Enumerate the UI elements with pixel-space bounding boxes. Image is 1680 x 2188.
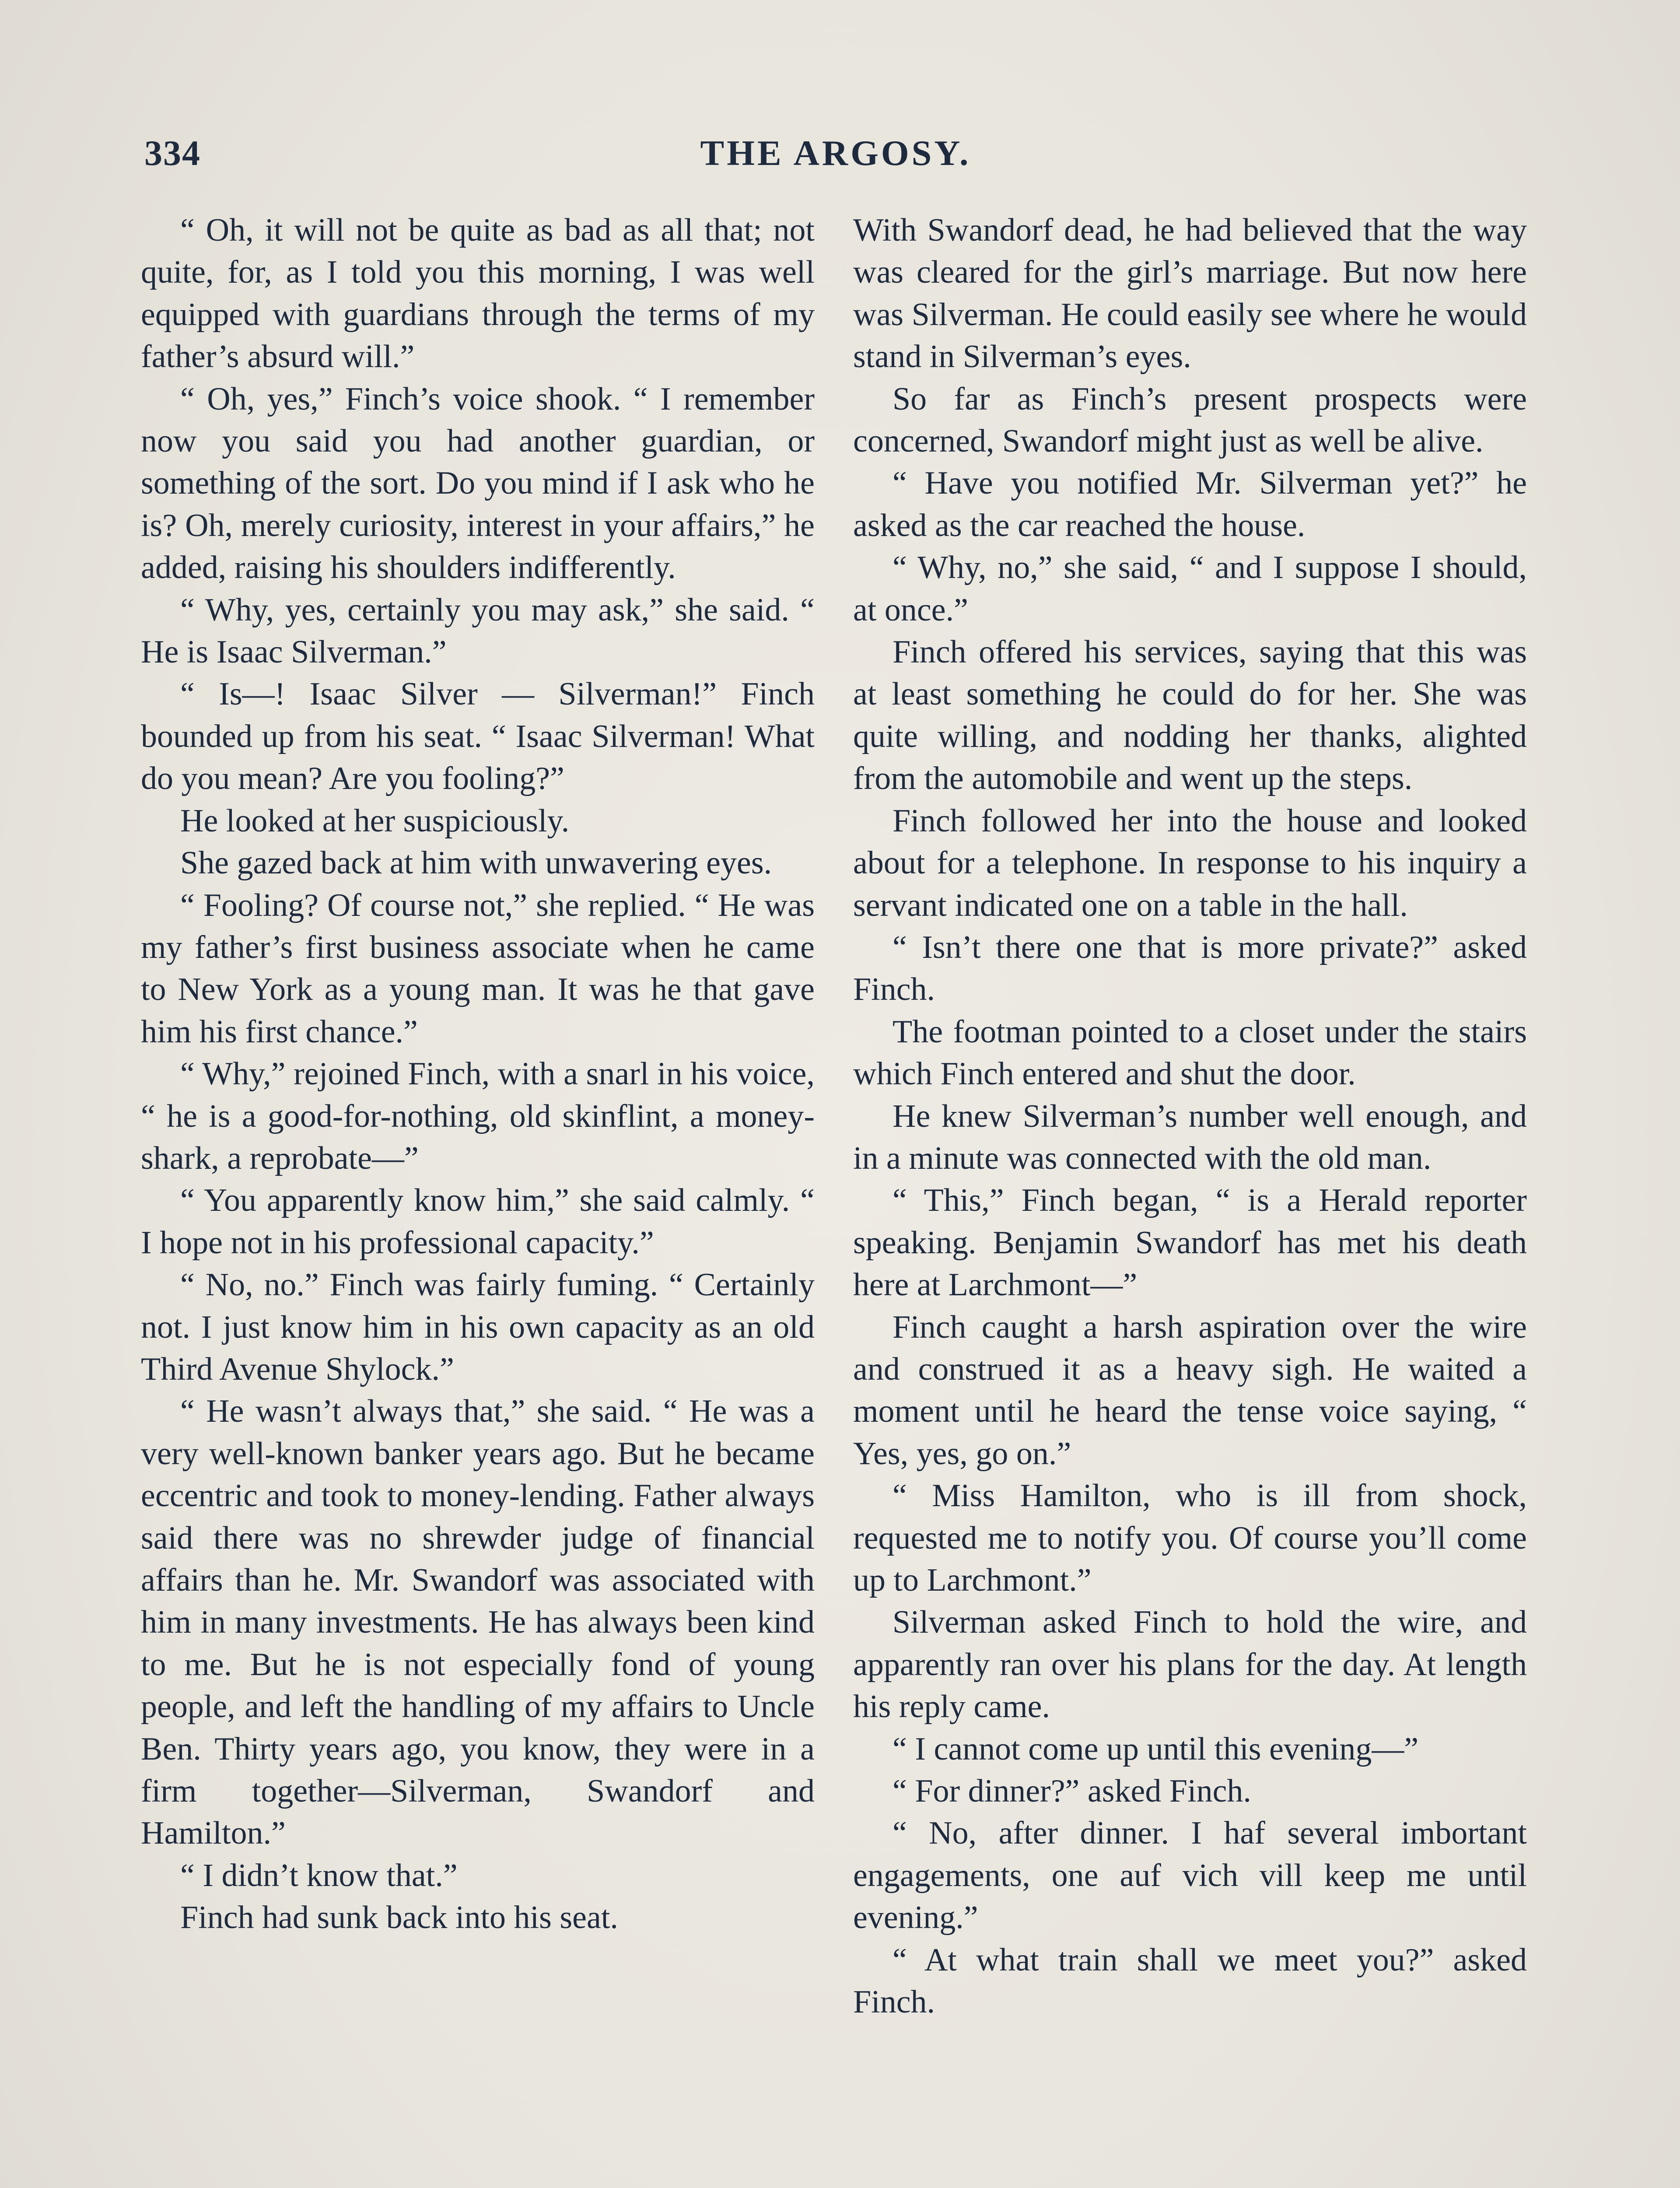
running-header [144,129,1527,177]
paragraph: “ For dinner?” asked Finch. [892,1773,1251,1809]
paragraph: “ Isn’t there one that is more private?” asked Finch. [853,929,1527,1008]
paragraph: Finch had sunk back into his seat. [180,1900,618,1936]
paragraph: “ I cannot come up until this evening—” [892,1731,1419,1767]
running-title: THE ARGOSY. [700,133,971,173]
paragraph: Silverman asked Finch to hold the wire, and apparently ran over his plans for the day. At length his reply came. [853,1604,1527,1725]
left-text-column [141,209,815,1939]
paragraph: Finch offered his services, saying that this was at least something he could do for her. She was quite willing, and nodding her thanks, alighted from the automobile and went up the steps. [853,634,1527,797]
paragraph: Finch caught a harsh aspiration over the wire and construed it as a heavy sigh. He waited a moment until he heard the tense voice saying, “ Yes, yes, go on.” [853,1309,1527,1472]
paragraph: “ Oh, it will not be quite as bad as all that; not quite, for, as I told you this morning, I was well equipped with guardians through the terms of my father’s absurd will.” [141,212,815,375]
paragraph: He looked at her suspiciously. [180,803,570,839]
page-number: 334 [144,133,201,173]
paragraph: “ Miss Hamilton, who is ill from shock, requested me to notify you. Of course you’ll come up to Larchmont.” [853,1478,1527,1598]
paragraph: “ Why, no,” she said, “ and I suppose I should, at once.” [853,550,1527,628]
paragraph: “ No, no.” Finch was fairly fuming. “ Certainly not. I just know him in his own capacity as an old Third Avenue Shylock.” [141,1267,815,1387]
paragraph: “ Oh, yes,” Finch’s voice shook. “ I remember now you said you had another guardian, or something of the sort. Do you mind if I ask who he is? Oh, merely curiosity, interest in your affairs,” he added, raising his shoulders indifferently. [141,381,815,586]
paragraph: “ Is—! Isaac Silver — Silverman!” Finch bounded up from his seat. “ Isaac Silverman! What do you mean? Are you fooling?” [141,676,815,797]
right-text-column [853,209,1527,2023]
paragraph: “ This,” Finch began, “ is a Herald reporter speaking. Benjamin Swandorf has met his death here at Larchmont—” [853,1182,1527,1303]
paragraph: So far as Finch’s present prospects were concerned, Swandorf might just as well be alive. [853,381,1527,459]
paragraph: “ He wasn’t always that,” she said. “ He was a very well-known banker years ago. But he became eccentric and took to money-lending. Father always said there was no shrewder judge of financial affairs than he. Mr. Swandorf was associated with him in many investments. He has always been kind to me. But he is not especially fond of young people, and left the handling of my affairs to Uncle Ben. Thirty years ago, you know, they were in a firm together—Silverman, Swandorf and Hamilton.” [141,1393,815,1851]
paragraph: “ At what train shall we meet you?” asked Finch. [853,1942,1527,2020]
paragraph: “ Why, yes, certainly you may ask,” she said. “ He is Isaac Silverman.” [141,592,815,670]
paragraph: He knew Silverman’s number well enough, and in a minute was connected with the old man. [853,1098,1527,1176]
paragraph: “ Have you notified Mr. Silverman yet?” he asked as the car reached the house. [853,465,1527,543]
paragraph: The footman pointed to a closet under the stairs which Finch entered and shut the door. [853,1013,1527,1092]
paragraph: “ Why,” rejoined Finch, with a snarl in his voice, “ he is a good-for-nothing, old skinflint, a money-shark, a reprobate—” [141,1056,815,1176]
paragraph: With Swandorf dead, he had believed that the way was cleared for the girl’s marriage. But now here was Silverman. He could easily see where he would stand in Silverman’s eyes. [853,212,1527,375]
paragraph: “ I didn’t know that.” [180,1857,458,1893]
paragraph: “ You apparently know him,” she said calmly. “ I hope not in his professional capacity.” [141,1182,815,1261]
paragraph: Finch followed her into the house and looked about for a telephone. In response to his inquiry a servant indicated one on a table in the hall. [853,803,1527,923]
paragraph: “ Fooling? Of course not,” she replied. “ He was my father’s first business associate when he came to New York as a young man. It was he that gave him his first chance.” [141,887,815,1050]
paragraph: She gazed back at him with unwavering eyes. [180,845,772,881]
paragraph: “ No, after dinner. I haf several imbortant engagements, one auf vich vill keep me until evening.” [853,1815,1527,1936]
